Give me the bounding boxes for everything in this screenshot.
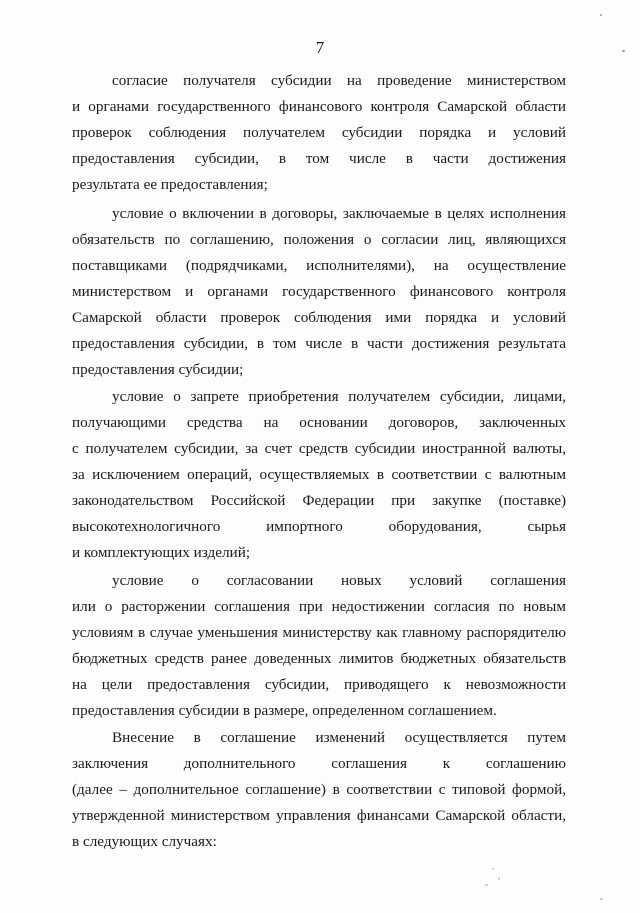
paragraph-currency-prohibition <box>72 384 566 566</box>
paragraph-line: условие о согласовании новых условий соглашения <box>112 572 566 589</box>
paragraph-line: бюджетных средств ранее доведенных лимитов бюджетных обязательств <box>72 650 566 667</box>
paragraph-line: или о расторжении соглашения при недостижении согласия по новым <box>72 598 566 615</box>
paragraph-line: согласие получателя субсидии на проведение министерством <box>112 72 566 89</box>
scan-speck <box>622 50 625 52</box>
paragraph-contract-clause <box>72 201 566 383</box>
paragraph-line: утвержденной министерством управления финансами Самарской области, <box>72 807 566 824</box>
paragraph-line: условиям в случае уменьшения министерству как главному распорядителю <box>72 624 566 641</box>
scan-speck <box>492 868 494 870</box>
paragraph-line: высокотехнологичного импортного оборудования, сырья <box>72 518 566 535</box>
scan-speck <box>600 14 602 16</box>
paragraph-line: Внесение в соглашение изменений осуществляется путем <box>112 729 566 746</box>
paragraph-new-conditions <box>72 568 566 724</box>
paragraph-line: проверок соблюдения получателем субсидии порядка и условий <box>72 124 566 141</box>
paragraph-consent-inspections <box>72 68 566 198</box>
scan-speck <box>485 884 488 886</box>
paragraph-line: и органами государственного финансового контроля Самарской области <box>72 98 566 115</box>
scan-speck <box>498 877 500 880</box>
paragraph-line: результата ее предоставления; <box>72 176 268 193</box>
paragraph-line: условие о запрете приобретения получателем субсидии, лицами, <box>112 388 566 405</box>
paragraph-line: в следующих случаях: <box>72 833 217 850</box>
paragraph-line: получающими средства на основании договоров, заключенных <box>72 414 566 431</box>
paragraph-line: (далее – дополнительное соглашение) в соответствии с типовой формой, <box>72 781 566 798</box>
paragraph-line: и комплектующих изделий; <box>72 544 251 561</box>
paragraph-line: предоставления субсидии, в том числе в части достижения результата <box>72 335 566 352</box>
paragraph-line: предоставления субсидии, в том числе в части достижения <box>72 150 566 167</box>
paragraph-amendments <box>72 725 566 855</box>
scan-speck <box>600 898 603 900</box>
paragraph-line: Самарской области проверок соблюдения ими порядка и условий <box>72 309 566 326</box>
paragraph-line: на цели предоставления субсидии, приводящего к невозможности <box>72 676 566 693</box>
paragraph-line: поставщиками (подрядчиками, исполнителями), на осуществление <box>72 257 566 274</box>
paragraph-line: условие о включении в договоры, заключаемые в целях исполнения <box>112 205 566 222</box>
paragraph-line: с получателем субсидии, за счет средств субсидии иностранной валюты, <box>72 440 566 457</box>
page-number: 7 <box>315 38 325 57</box>
paragraph-line: за исключением операций, осуществляемых в соответствии с валютным <box>72 466 566 483</box>
paragraph-line: обязательств по соглашению, положения о согласии лиц, являющихся <box>72 231 566 248</box>
paragraph-line: заключения дополнительного соглашения к соглашению <box>72 755 566 772</box>
paragraph-line: предоставления субсидии; <box>72 361 244 378</box>
paragraph-line: министерством и органами государственного финансового контроля <box>72 283 566 300</box>
paragraph-line: предоставления субсидии в размере, определенном соглашением. <box>72 702 497 719</box>
paragraph-line: законодательством Российской Федерации при закупке (поставке) <box>72 492 566 509</box>
